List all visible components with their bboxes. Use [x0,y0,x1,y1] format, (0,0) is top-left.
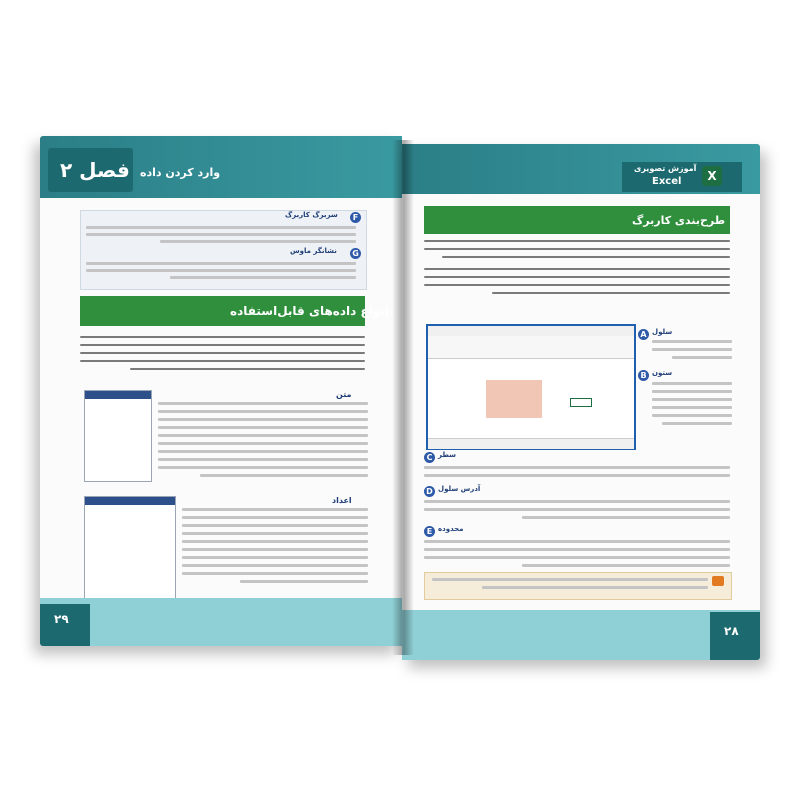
label-row: سطر [438,451,457,459]
badge-g: G [350,248,361,259]
app-name: Excel [652,176,682,187]
left-footer-band [40,598,402,646]
right-footer-band [402,610,760,660]
subhead-sheet-tab: سربرگ کاربرگ [285,211,338,219]
label-cell-address: آدرس سلول [438,485,481,493]
badge-f: F [350,212,361,223]
page-number-right: ۲۸ [724,624,739,638]
right-page [402,144,760,660]
callout-a: A [638,329,649,340]
subhead-text: متن [336,390,352,399]
chapter-title: وارد کردن داده [140,166,221,179]
range-highlight [486,380,542,418]
label-cell: سلول [652,328,673,336]
excel-screenshot [426,324,636,450]
callout-d: D [424,486,435,497]
callout-e: E [424,526,435,537]
section-title-right: طرح‌بندی کاربرگ [632,214,726,227]
left-page [40,136,402,646]
note-icon [712,576,724,586]
chapter-label: فصل ۲ [60,158,130,182]
subhead-mouse-pointer: نشانگر ماوس [290,247,337,255]
section-title: انواع داده‌های قابل‌استفاده [230,304,389,318]
label-range: محدوده [438,525,464,533]
label-column: ستون [652,369,673,377]
page-number-left: ۲۹ [54,612,69,626]
book-spine [392,140,414,655]
callout-b: B [638,370,649,381]
text-data-table [84,390,152,482]
excel-icon: X [702,166,722,186]
subhead-numbers: اعداد [332,496,352,505]
series-title: آموزش تصویری [634,164,697,173]
numbers-data-table [84,496,176,602]
callout-c: C [424,452,435,463]
selected-cell [570,398,592,407]
